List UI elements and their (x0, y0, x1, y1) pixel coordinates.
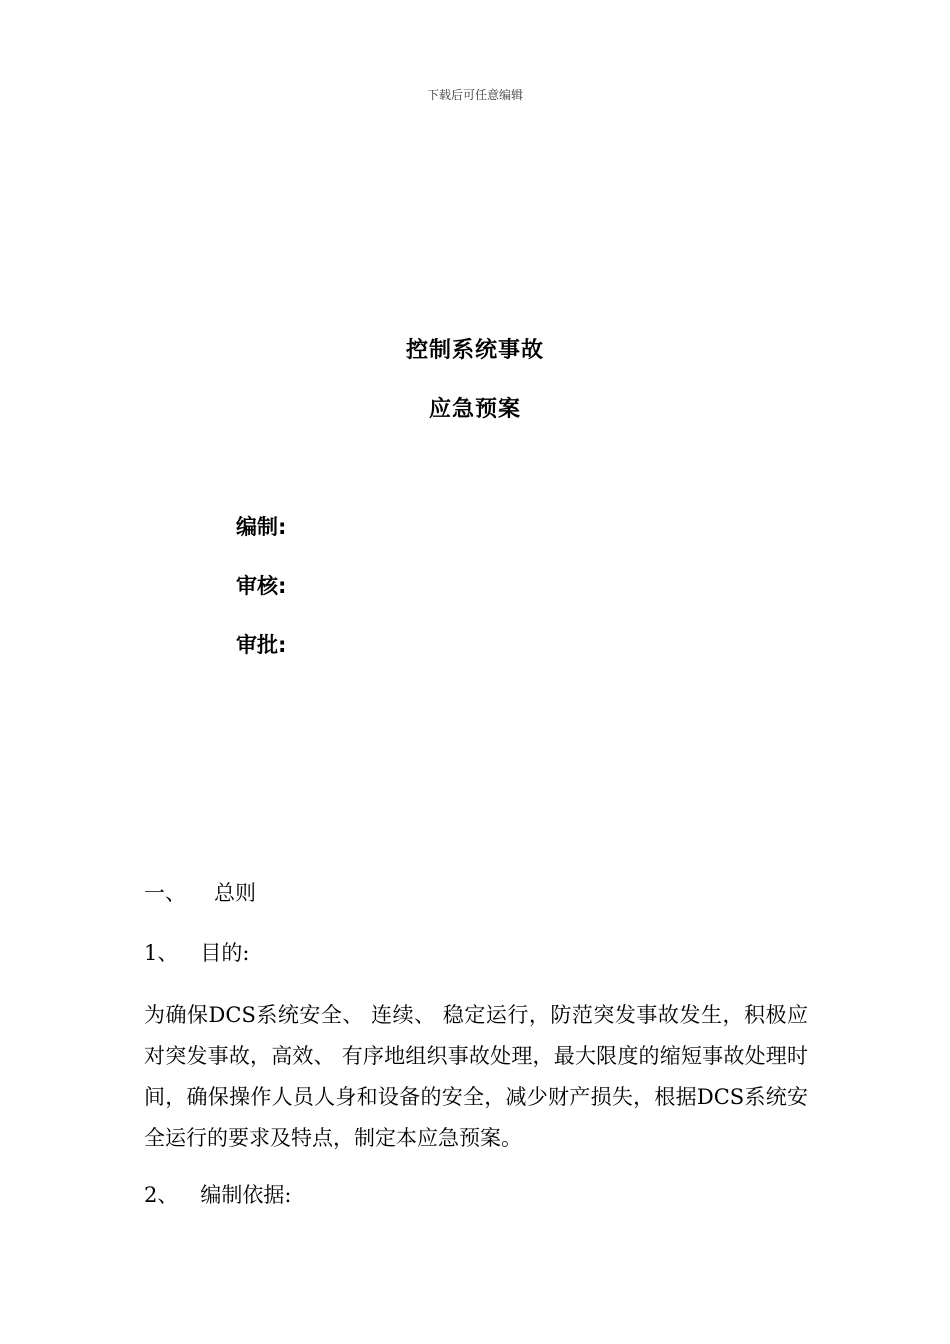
reviewed-by-label: 审核: (236, 574, 287, 598)
page-header-note: 下载后可任意编辑 (426, 88, 523, 102)
section-number: 1、 (144, 941, 179, 965)
compiled-by-label: 编制: (236, 515, 287, 539)
section-heading-basis (144, 1179, 291, 1209)
section-label: 目的: (200, 941, 250, 965)
section-number: 2、 (144, 1183, 179, 1207)
purpose-paragraph: 为确保DCS系统安全、 连续、 稳定运行，防范突发事故发生，积极应对突发事故，高效、 有序地组织事故处理，最大限度的缩短事故处理时间，确保操作人员人身和设备的安全，减少财产损失，根据DCS系统安全运行的要求及特点，制定本应急预案。 (144, 1003, 808, 1150)
section-number: 一、 (144, 881, 186, 905)
section-label: 编制依据: (200, 1183, 292, 1207)
document-title-line-2: 应急预案 (428, 397, 521, 422)
document-title-line-1: 控制系统事故 (405, 338, 544, 363)
section-heading-general (144, 877, 256, 907)
approved-by-label: 审批: (236, 633, 287, 657)
section-heading-purpose (144, 937, 249, 967)
section-label: 总则 (214, 881, 256, 905)
